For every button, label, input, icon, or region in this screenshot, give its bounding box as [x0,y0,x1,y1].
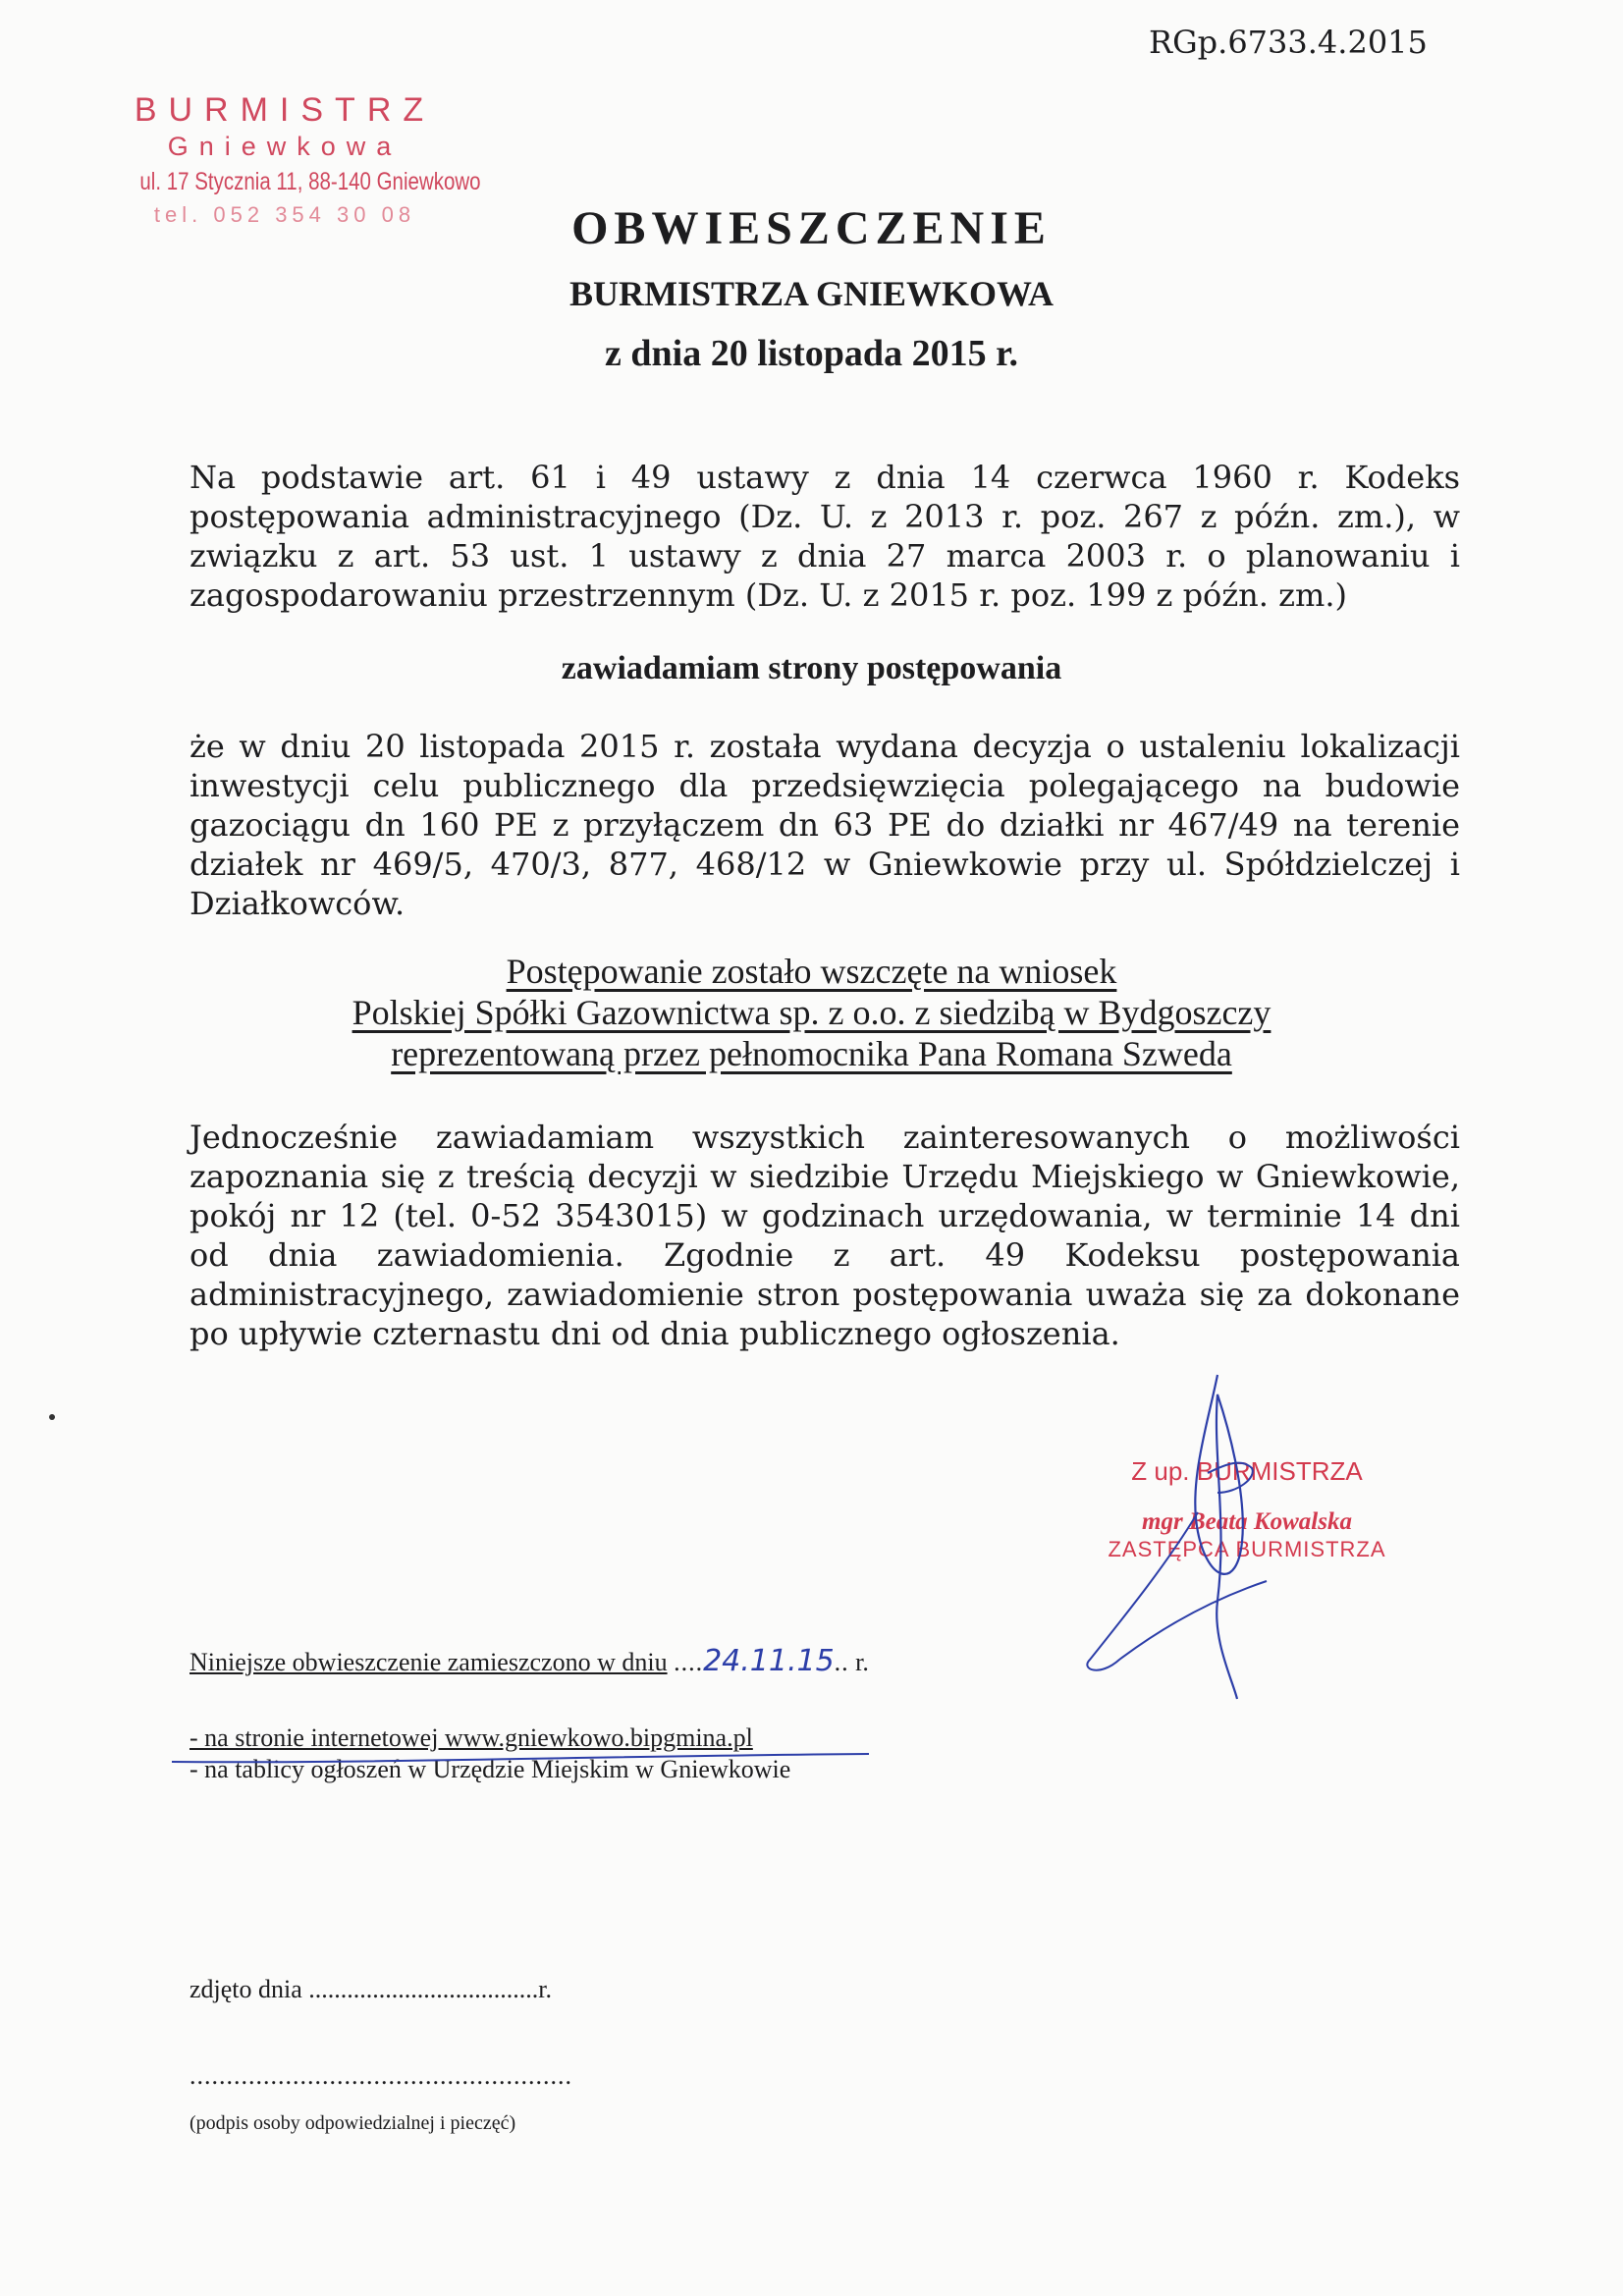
stamp-line-town: Gniewkowa [167,132,403,161]
decision-paragraph: że w dniu 20 listopada 2015 r. została wydana decyzja o ustaleniu lokalizacji inwestycji celu publicznego dla przedsięwzięcia polegającego na budowie gazociągu dn 160 PE z przyłączem dn 63 PE do działki nr 467/49 na terenie działek nr 469/5, 470/3, 877, 468/12 w Gniewkowie przy ul. Spółdzielczej i Działkowców. [189,728,1460,922]
signature-caption: (podpis osoby odpowiedzialnej i pieczęć) [189,2112,516,2134]
posted-suffix: r. [855,1648,869,1676]
applicant-line-2: Polskiej Spółki Gazownictwa sp. z o.o. z siedzibą w Bydgoszczy [352,993,1271,1032]
document-title: OBWIESZCZENIE [571,202,1052,254]
signature-stamp-line-1: Z up. BURMISTRZA [1131,1456,1363,1486]
document-subtitle: BURMISTRZA GNIEWKOWA [568,274,1055,313]
channel-website: - na stronie internetowej www.gniewkowo.bipgmina.pl [189,1723,753,1752]
channel-noticeboard: - na tablicy ogłoszeń w Urzędzie Miejskim w Gniewkowie [189,1755,791,1783]
handwritten-signature [1070,1365,1325,1719]
reference-number: RGp.6733.4.2015 [1149,24,1428,61]
pen-underline [167,1750,874,1770]
notice-heading: zawiadamiam strony postępowania [561,650,1062,686]
posted-dots-before: .... [674,1648,704,1676]
posted-dots-after: .. [834,1648,849,1676]
removed-line: zdjęto dnia ....................................r. [189,1975,553,2003]
stamp-line-title: BURMISTRZ [134,91,436,129]
applicant-line-3: reprezentowaną przez pełnomocnika Pana Romana Szweda [391,1034,1232,1073]
posted-line [189,1646,869,1678]
signature-caption-block [189,2078,515,2139]
posted-date-handwritten: 24.11.15 [703,1644,835,1678]
applicant-block [0,951,1623,1074]
signature-stamp-role: ZASTĘPCA BURMISTRZA [1108,1537,1386,1561]
posted-label: Niniejsze obwieszczenie zamieszczono w dniu [189,1648,668,1676]
information-paragraph: Jednocześnie zawiadamiam wszystkich zainteresowanych o możliwości zapoznania się z treścią decyzji w siedzibie Urzędu Miejskiego w Gniewkowie, pokój nr 12 (tel. 0-52 3543015) w godzinach urzędowania, w terminie 14 dni od dnia zawiadomienia. Zgodnie z art. 49 Kodeksu postępowania administracyjnego, zawiadomienie stron postępowania uważa się za dokonane po upływie czternastu dni od dnia publicznego ogłoszenia. [189,1119,1460,1352]
signature-stamp-name: mgr Beata Kowalska [1142,1508,1352,1535]
stamp-line-address: ul. 17 Stycznia 11, 88-140 Gniewkowo [139,168,481,195]
signature-dots-line: .................................................... [189,2061,572,2090]
legal-basis-paragraph: Na podstawie art. 61 i 49 ustawy z dnia 14 czerwca 1960 r. Kodeks postępowania administracyjnego (Dz. U. z 2013 r. poz. 267 z późn. zm.), w związku z art. 53 ust. 1 ustawy z dnia 27 marca 2003 r. o planowaniu i zagospodarowaniu przestrzennym (Dz. U. z 2015 r. poz. 199 z późn. zm.) [189,459,1460,614]
margin-dot [49,1414,55,1420]
stamp-line-phone: tel. 052 354 30 08 [153,202,416,227]
applicant-line-1: Postępowanie zostało wszczęte na wniosek [506,952,1117,991]
document-date: z dnia 20 listopada 2015 r. [605,333,1018,374]
